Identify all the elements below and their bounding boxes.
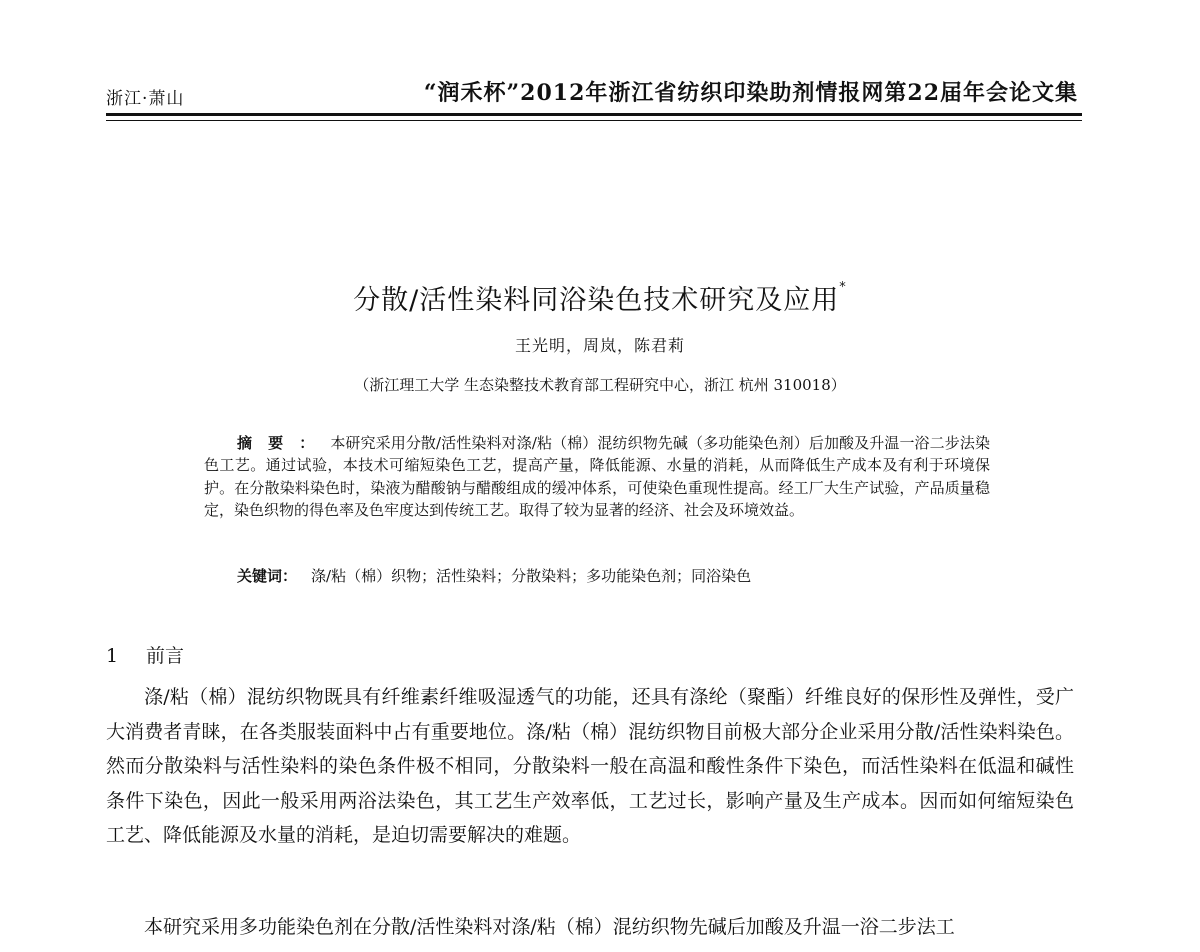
paper-authors: 王光明，周岚，陈君莉: [514, 336, 685, 355]
abstract-label: 摘要：: [237, 434, 331, 452]
section-title: 前言: [146, 645, 185, 667]
paper-title-text: 分散/活性染料同浴染色技术研究及应用: [353, 285, 840, 316]
paper-title: [0, 278, 1200, 317]
keywords-text: 涤/粘（棉）织物；活性染料；分散染料；多功能染色剂；同浴染色: [311, 567, 752, 585]
keywords-label: 关键词：: [237, 567, 298, 585]
title-footnote-mark: *: [839, 280, 847, 295]
running-header-title: “润禾杯”2012年浙江省纺织印染助剂情报网第22届年会论文集: [423, 80, 1078, 106]
abstract: [204, 432, 990, 521]
abstract-text: 本研究采用分散/活性染料对涤/粘（棉）混纺织物先碱（多功能染色剂）后加酸及升温一浴二步法染色工艺。通过试验，本技术可缩短染色工艺，提高产量，降低能源、水量的消耗，从而降低生产成本及有利于环境保护。在分散染料染色时，染液为醋酸钠与醋酸组成的缓冲体系，可使染色重现性提高。经工厂大生产试验，产品质量稳定，染色织物的得色率及色牢度达到传统工艺。取得了较为显著的经济、社会及环境效益。: [204, 434, 990, 519]
section-heading: [106, 641, 184, 668]
paper-affiliation: （浙江理工大学 生态染整技术教育部工程研究中心，浙江 杭州 310018）: [354, 376, 846, 394]
section-number: 1: [106, 645, 119, 667]
header-rule-thin: [106, 120, 1082, 121]
body-paragraph-2: 本研究采用多功能染色剂在分散/活性染料对涤/粘（棉）混纺织物先碱后加酸及升温一浴二步法工: [144, 916, 955, 938]
running-header-left: 浙江·萧山: [106, 89, 185, 109]
header-rule-thick: [106, 113, 1082, 116]
body-paragraph-1: 涤/粘（棉）混纺织物既具有纤维素纤维吸湿透气的功能，还具有涤纶（聚酯）纤维良好的保形性及弹性，受广大消费者青睐，在各类服装面料中占有重要地位。涤/粘（棉）混纺织物目前极大部分企业采用分散/活性染料染色。然而分散染料与活性染料的染色条件极不相同，分散染料一般在高温和酸性条件下染色，而活性染料在低温和碱性条件下染色，因此一般采用两浴法染色，其工艺生产效率低，工艺过长，影响产量及生产成本。因而如何缩短染色工艺、降低能源及水量的消耗，是迫切需要解决的难题。: [106, 686, 1074, 846]
keywords: [237, 565, 751, 586]
